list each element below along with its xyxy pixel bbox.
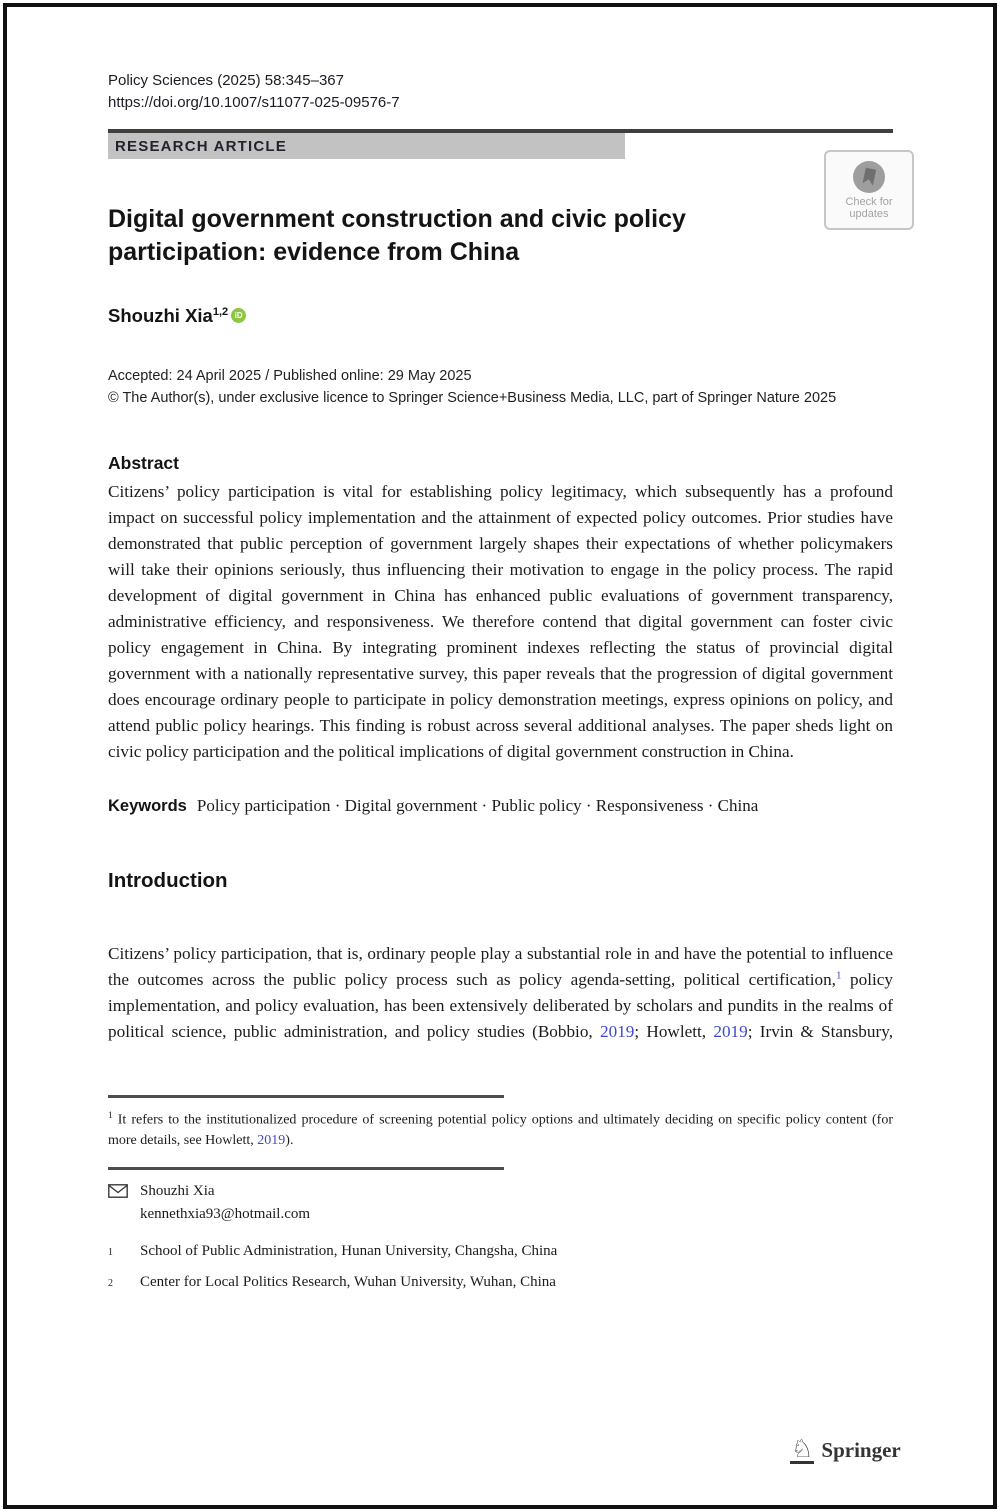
article-type-label: RESEARCH ARTICLE [115,137,287,155]
correspondence-block [108,1180,893,1226]
introduction-text: Citizens’ policy participation, that is, ordinary people play a substantial role in and have the potential to influence the outcomes across the public policy process such as policy agenda-setting, political certification, [108,944,893,989]
abstract-heading: Abstract [108,453,179,473]
affiliation-text: School of Public Administration, Hunan University, Changsha, China [140,1242,558,1259]
research-article-banner [108,133,625,159]
introduction-text: policy implementation, and policy evaluation, has been extensively deliberated by scholars and pundits in the realms of political science, public administration, and policy studies (Bobbio, [108,970,893,1041]
affiliation-number: 1 [108,1246,113,1258]
correspondence-separator [108,1167,504,1170]
springer-logo [790,1436,901,1464]
check-updates-badge[interactable] [824,150,914,230]
footnote-separator [108,1095,504,1098]
introduction-heading: Introduction [108,869,228,892]
affiliation-row [108,1240,893,1264]
introduction-paragraph [108,941,893,1045]
footnote-marker: 1 [108,1111,113,1121]
citation-link-bobbio-2019[interactable]: 2019 [600,1022,635,1041]
citation-link-howlett-2019[interactable]: 2019 [713,1022,748,1041]
affiliations-block [108,1240,893,1295]
correspondence-name: Shouzhi Xia [140,1182,215,1199]
keywords-text: Policy participation · Digital government · Public policy · Responsiveness · China [196,796,759,815]
keywords-label: Keywords [108,797,187,815]
footnote-text: ). [285,1132,294,1148]
publication-info [108,365,893,409]
author-affiliation-sup: 1,2 [212,305,229,318]
affiliation-text: Center for Local Politics Research, Wuhan University, Wuhan, China [140,1273,556,1290]
affiliation-number: 2 [108,1277,113,1289]
correspondence-email[interactable]: kennethxia93@hotmail.com [140,1205,311,1222]
copyright-line: © The Author(s), under exclusive licence to Springer Science+Business Media, LLC, part of Springer Nature 2025 [108,390,837,406]
check-updates-icon [852,160,886,194]
envelope-icon [108,1184,128,1198]
affiliation-row [108,1271,893,1295]
paper-title: Digital government construction and civic policy participation: evidence from China [108,205,686,266]
abstract-text: Citizens’ policy participation is vital for establishing policy legitimacy, which subsequently has a profound impact on successful policy implementation and the attainment of expected policy outcomes. Prior studies have demonstrated that public perception of government largely shapes their expectations of whether policymakers will take their opinions seriously, thus influencing their motivation to engage in the policy process. The rapid development of digital government in China has enhanced public evaluations of government transparency, administrative efficiency, and responsiveness. We therefore contend that digital government can foster civic policy engagement in China. By integrating prominent indexes reflecting the status of provincial digital government with a nationally representative survey, this paper reveals that the progression of digital government does encourage ordinary people to participate in policy demonstration meetings, express opinions on policy, and attend public policy hearings. This finding is robust across several additional analyses. The paper sheds light on civic policy participation and the political implications of digital government construction in China. [108,482,893,761]
footnote-text: It refers to the institutionalized procedure of screening potential policy options and ultimately deciding on specific policy content (for more details, see Howlett, [108,1112,893,1148]
author-line [108,305,893,327]
springer-wordmark: Springer [821,1437,901,1462]
footnote-1 [108,1106,893,1151]
journal-citation-line: Policy Sciences (2025) 58:345–367 [108,72,344,89]
introduction-text: ; Howlett, [634,1022,714,1041]
introduction-text: ; Irvin & Stansbury, [747,1022,893,1041]
orcid-icon[interactable]: iD [231,308,246,323]
doi-link[interactable]: https://doi.org/10.1007/s11077-025-09576-7 [108,94,400,111]
footnote-citation-link[interactable]: 2019 [257,1132,286,1148]
footnote-ref-1[interactable]: 1 [835,969,842,982]
check-updates-label: Check for updates [845,196,893,220]
journal-header [108,0,893,114]
keywords-line [108,793,893,819]
accepted-published-line: Accepted: 24 April 2025 / Published online: 29 May 2025 [108,368,472,384]
author-name: Shouzhi Xia [108,305,213,326]
springer-horse-icon: ♘ [791,1434,814,1463]
